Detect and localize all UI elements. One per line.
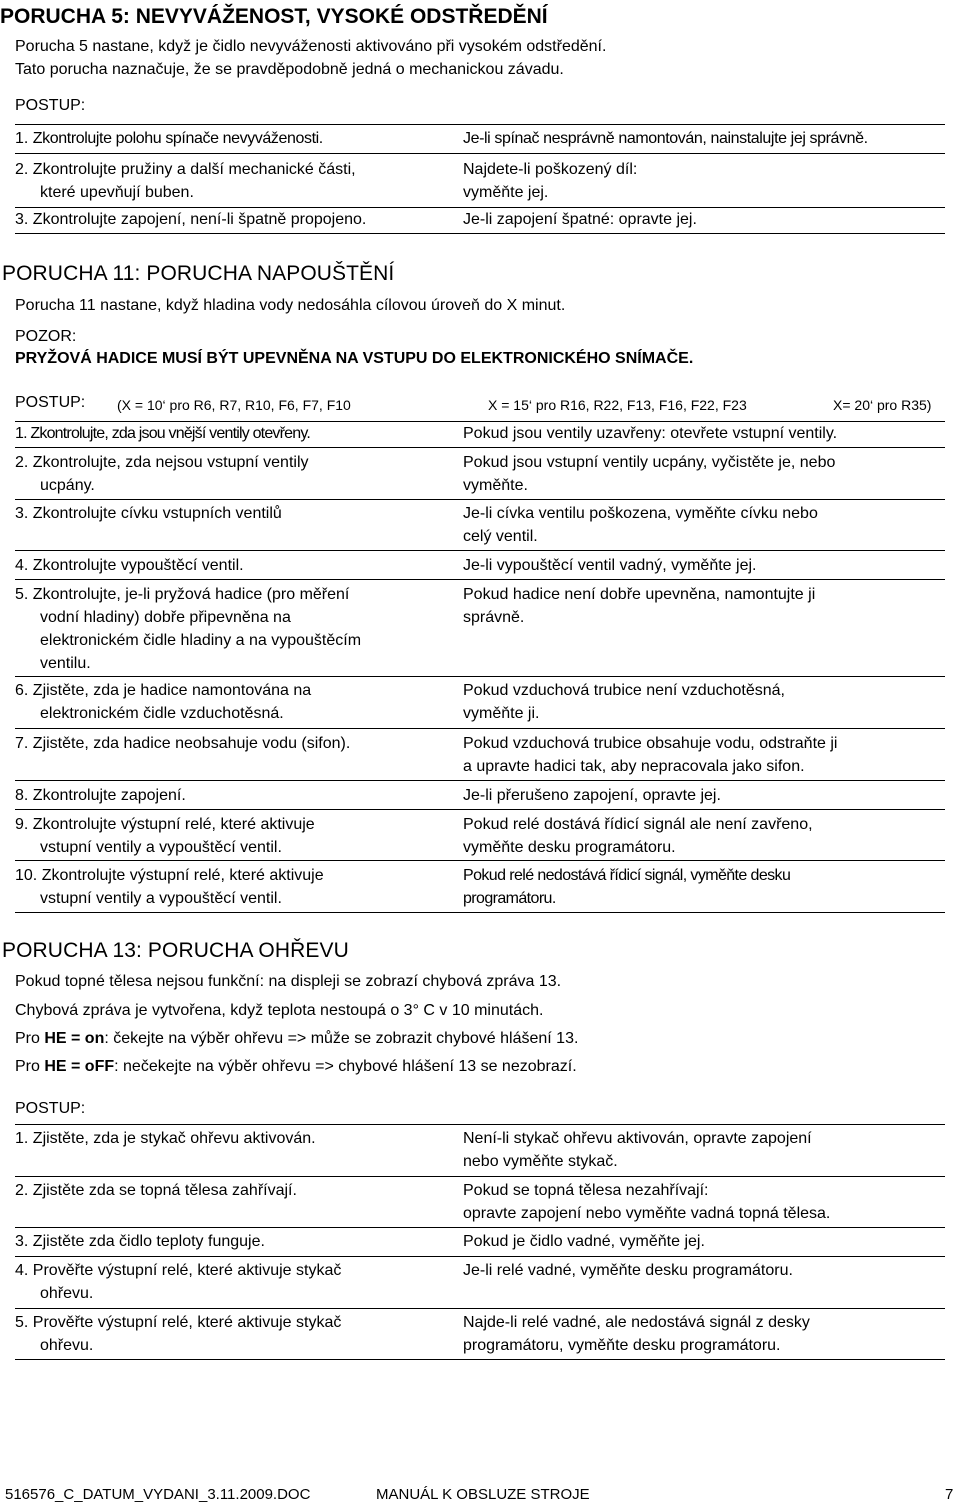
- table-row: 3. Zjistěte zda čidlo teploty funguje.: [15, 1233, 265, 1250]
- table-row-action: Pokud relé dostává řídicí signál ale není zavřeno, vyměňte desku programátoru.: [463, 816, 813, 856]
- table-row-action: Pokud je čidlo vadné, vyměňte jej.: [463, 1233, 705, 1250]
- table-row: 10. Zkontrolujte výstupní relé, které aktivuje vstupní ventily a vypouštěcí ventil.: [15, 867, 324, 907]
- table-line: [15, 809, 945, 810]
- table-line: [15, 153, 945, 154]
- table-row-action: Je-li přerušeno zapojení, opravte jej.: [463, 787, 721, 804]
- table-line: [15, 1227, 945, 1228]
- table-line: [15, 447, 945, 448]
- table-row: 9. Zkontrolujte výstupní relé, které aktivuje vstupní ventily a vypouštěcí ventil.: [15, 816, 315, 856]
- section-11-postup: POSTUP:: [15, 394, 86, 411]
- table-line: [15, 1176, 945, 1177]
- section-13-para-2: Chybová zpráva je vytvořena, když teplota nestoupá o 3° C v 10 minutách.: [15, 1002, 544, 1019]
- section-13-para-3: Pro HE = on: čekejte na výběr ohřevu => může se zobrazit chybové hlášení 13.: [15, 1030, 579, 1047]
- table-line: [15, 912, 945, 913]
- table-line: [15, 579, 945, 580]
- table-row-action: Není-li stykač ohřevu aktivován, opravte zapojení nebo vyměňte stykač.: [463, 1130, 812, 1170]
- table-row: 1. Zjistěte, zda je stykač ohřevu aktivován.: [15, 1130, 316, 1147]
- section-13-para-1: Pokud topné tělesa nejsou funkční: na displeji se zobrazí chybová zpráva 13.: [15, 973, 562, 990]
- section-13-title: PORUCHA 13: PORUCHA OHŘEVU: [2, 939, 349, 962]
- section-5-title: PORUCHA 5: NEVYVÁŽENOST, VYSOKÉ ODSTŘEDĚNÍ: [0, 5, 548, 28]
- table-line: [15, 780, 945, 781]
- x-note-3: X= 20‘ pro R35): [833, 397, 932, 413]
- footer-doc-name: 516576_C_DATUM_VYDANI_3.11.2009.DOC: [5, 1486, 311, 1503]
- table-line: [15, 1256, 945, 1257]
- section-5-intro-1: Porucha 5 nastane, když je čidlo nevyváženosti aktivováno při vysokém odstředění.: [15, 38, 607, 55]
- x-note-2: X = 15‘ pro R16, R22, F13, F16, F22, F23: [488, 397, 747, 413]
- table-row-action: Pokud jsou vstupní ventily ucpány, vyčistěte je, nebo vyměňte.: [463, 454, 836, 494]
- table-row-action: Je-li spínač nesprávně namontován, nainstalujte jej správně.: [463, 130, 868, 147]
- section-11-intro: Porucha 11 nastane, když hladina vody nedosáhla cílovou úroveň do X minut.: [15, 297, 566, 314]
- table-row-action: Je-li vypouštěcí ventil vadný, vyměňte jej.: [463, 557, 757, 574]
- table-row-action: Je-li cívka ventilu poškozena, vyměňte cívku nebo celý ventil.: [463, 505, 818, 545]
- table-row: 1. Zkontrolujte, zda jsou vnější ventily otevřeny.: [15, 425, 310, 442]
- table-line: [15, 1124, 945, 1125]
- section-11-pozor: POZOR:: [15, 328, 77, 345]
- table-row-action: Je-li relé vadné, vyměňte desku programátoru.: [463, 1262, 793, 1279]
- table-line: [15, 499, 945, 500]
- table-row: 5. Zkontrolujte, je-li pryžová hadice (pro měření vodní hladiny) dobře připevněna na elektronickém čidle hladiny a na vypouštěcím ventilu.: [15, 586, 362, 672]
- table-line: [15, 1308, 945, 1309]
- table-row: 6. Zjistěte, zda je hadice namontována na elektronickém čidle vzduchotěsná.: [15, 682, 312, 722]
- table-row-action: Pokud hadice není dobře upevněna, namontujte ji správně.: [463, 586, 816, 626]
- table-row: 1. Zkontrolujte polohu spínače nevyváženosti.: [15, 130, 323, 147]
- table-row: 3. Zkontrolujte zapojení, není-li špatně propojeno.: [15, 211, 367, 228]
- table-row-action: Najde-li relé vadné, ale nedostává signál z desky programátoru, vyměňte desku programátoru.: [463, 1314, 810, 1354]
- table-line: [15, 550, 945, 551]
- footer-manual-title: MANUÁL K OBSLUZE STROJE: [376, 1486, 590, 1503]
- table-row: 2. Zkontrolujte, zda nejsou vstupní ventily ucpány.: [15, 454, 309, 494]
- table-row: 7. Zjistěte, zda hadice neobsahuje vodu (sifon).: [15, 735, 351, 752]
- table-line: [15, 124, 945, 125]
- table-row-action: Pokud se topná tělesa nezahřívají: opravte zapojení nebo vyměňte vadná topná tělesa.: [463, 1182, 831, 1222]
- section-11-warning: PRYŽOVÁ HADICE MUSÍ BÝT UPEVNĚNA NA VSTUPU DO ELEKTRONICKÉHO SNÍMAČE.: [15, 350, 694, 367]
- table-row: 4. Zkontrolujte vypouštěcí ventil.: [15, 557, 244, 574]
- table-row-action: Pokud relé nedostává řídicí signál, vyměňte desku programátoru.: [463, 867, 791, 907]
- table-row-action: Pokud vzduchová trubice obsahuje vodu, odstraňte ji a upravte hadici tak, aby nepracovala jako sifon.: [463, 735, 838, 775]
- table-row: 3. Zkontrolujte cívku vstupních ventilů: [15, 505, 282, 522]
- section-5-intro-2: Tato porucha naznačuje, že se pravděpodobně jedná o mechanickou závadu.: [15, 61, 564, 78]
- table-row-action: Najdete-li poškozený díl: vyměňte jej.: [463, 161, 638, 201]
- table-row-action: Pokud vzduchová trubice není vzduchotěsná, vyměňte ji.: [463, 682, 785, 722]
- table-row: 5. Prověřte výstupní relé, které aktivuje stykač ohřevu.: [15, 1314, 342, 1354]
- table-row-action: Pokud jsou ventily uzavřeny: otevřete vstupní ventily.: [463, 425, 838, 442]
- table-line: [15, 1359, 945, 1360]
- footer-page-number: 7: [945, 1486, 954, 1503]
- section-13-postup: POSTUP:: [15, 1100, 86, 1117]
- table-line: [15, 233, 945, 234]
- table-row: 2. Zjistěte zda se topná tělesa zahřívají.: [15, 1182, 297, 1199]
- table-line: [15, 860, 945, 861]
- table-line: [15, 676, 945, 677]
- section-11-title: PORUCHA 11: PORUCHA NAPOUŠTĚNÍ: [2, 262, 395, 285]
- section-13-para-4: Pro HE = oFF: nečekejte na výběr ohřevu => chybové hlášení 13 se nezobrazí.: [15, 1058, 577, 1075]
- section-5-postup: POSTUP:: [15, 97, 86, 114]
- table-row-action: Je-li zapojení špatné: opravte jej.: [463, 211, 697, 228]
- table-row: 4. Prověřte výstupní relé, které aktivuje stykač ohřevu.: [15, 1262, 342, 1302]
- x-note-1: (X = 10‘ pro R6, R7, R10, F6, F7, F10: [117, 397, 351, 413]
- table-line: [15, 728, 945, 729]
- table-row: 2. Zkontrolujte pružiny a další mechanické části, které upevňují buben.: [15, 161, 356, 201]
- table-row: 8. Zkontrolujte zapojení.: [15, 787, 186, 804]
